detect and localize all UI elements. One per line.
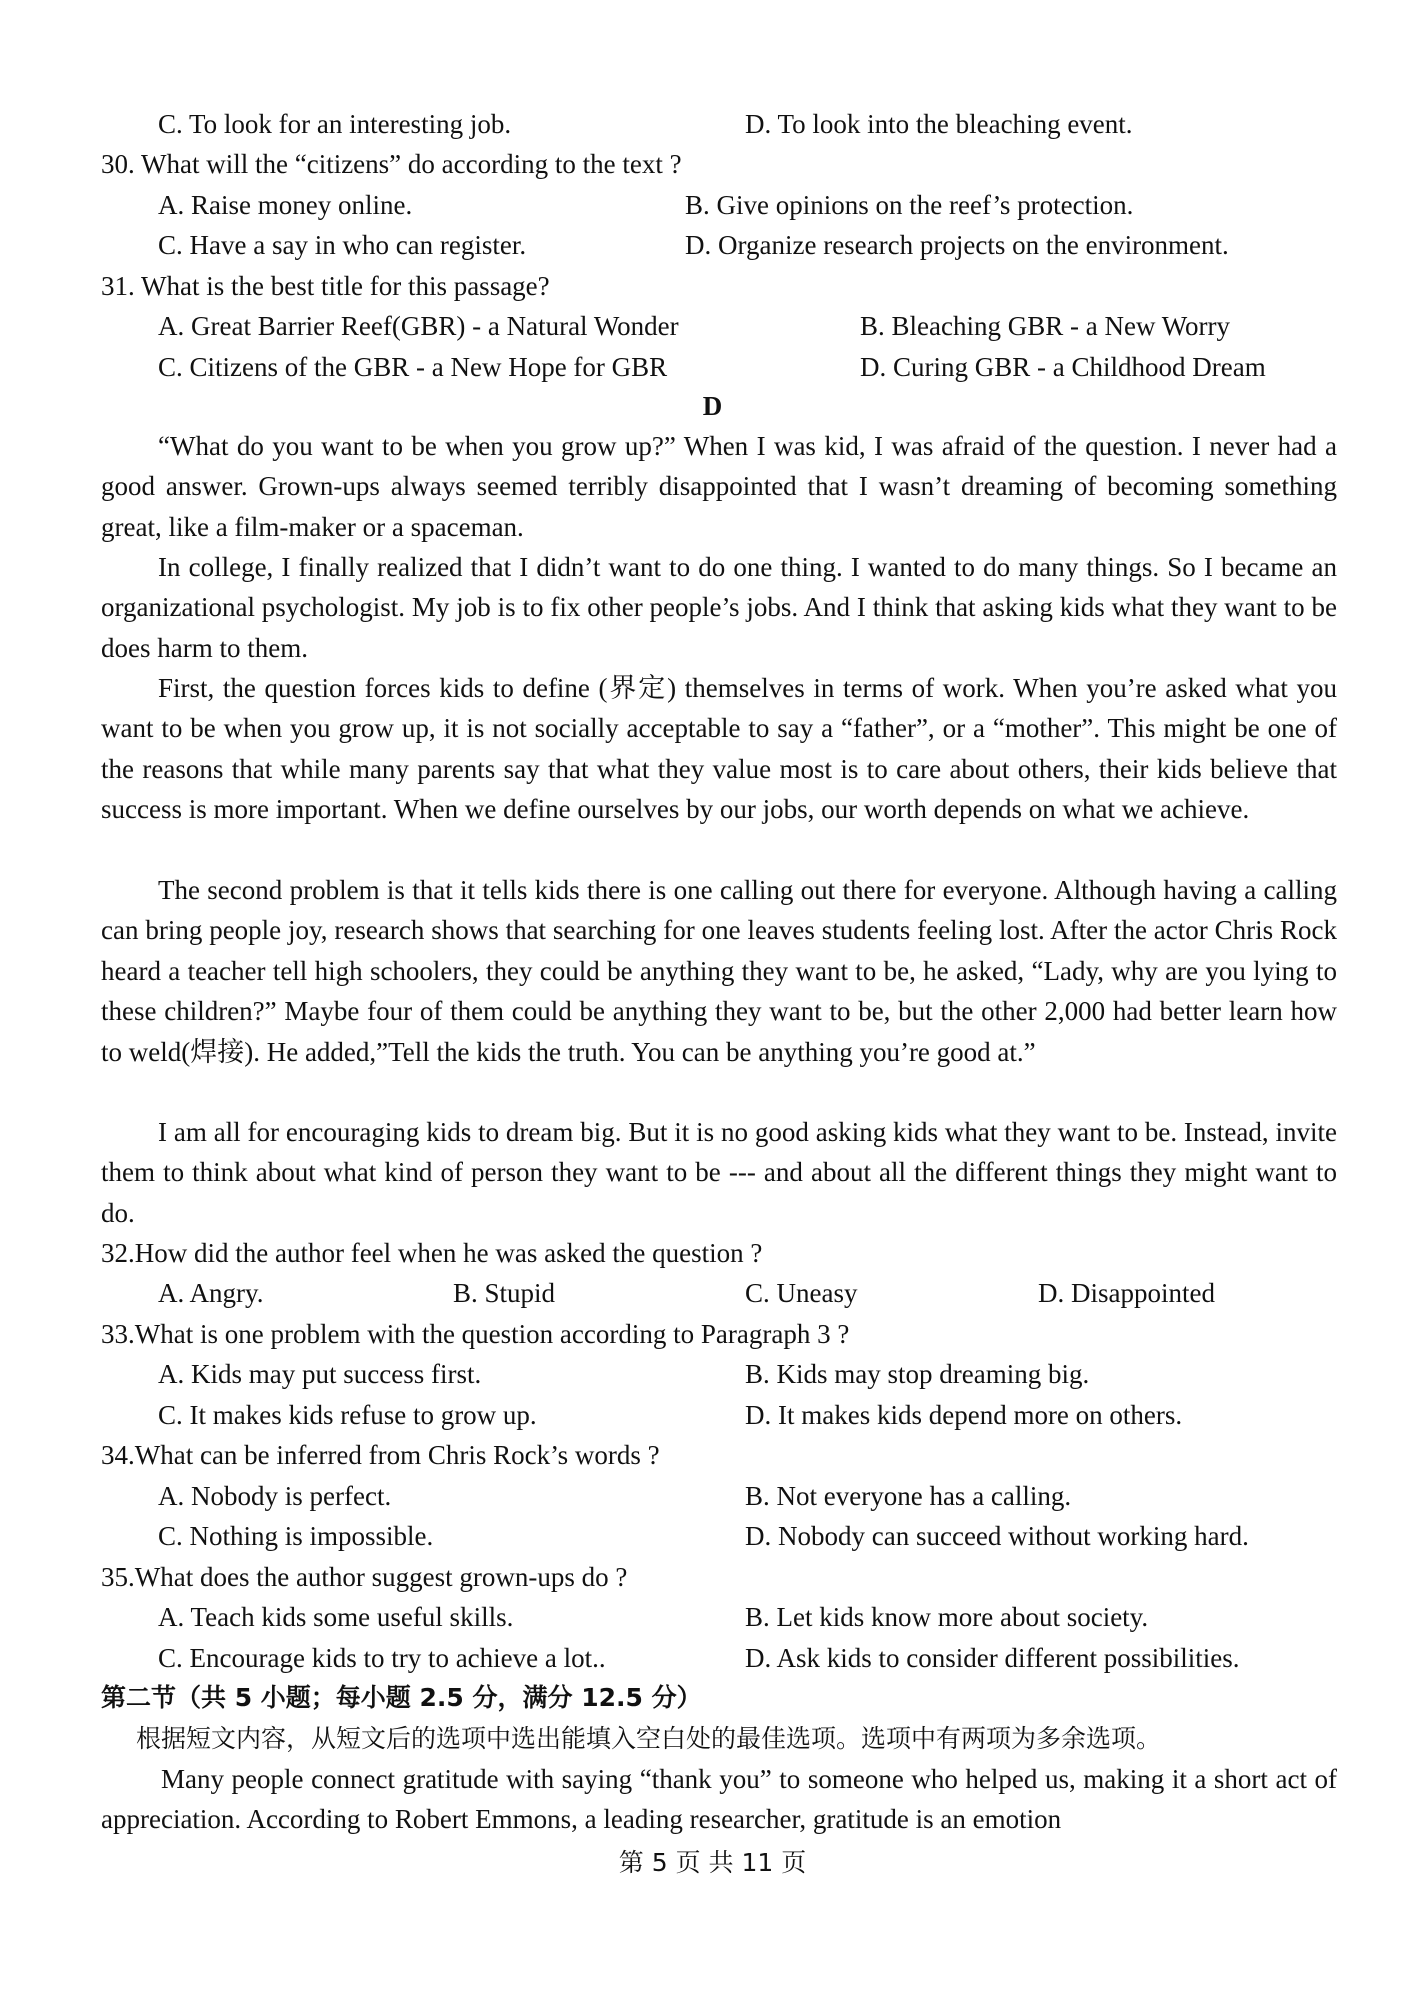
q33-stem: 33.What is one problem with the question according to Paragraph 3 ? — [101, 1319, 850, 1349]
q31-option-b: B. Bleaching GBR - a New Worry — [860, 311, 1231, 341]
q30-option-a: A. Raise money online. — [158, 190, 413, 220]
q34-option-a: A. Nobody is perfect. — [158, 1481, 392, 1511]
q31-stem: 31. What is the best title for this passage? — [101, 271, 550, 301]
q31-option-c: C. Citizens of the GBR - a New Hope for GBR — [158, 352, 668, 382]
passage-paragraph-3: First, the question forces kids to define (界定) themselves in terms of work. When you’re asked what you want to be when you grow up, it is not socially acceptable to say a “father”, or a “mother”. This might be one of the reasons that while many parents say that what they value most is to care about others, their kids believe that success is more important. When we define ourselves by our jobs, our worth depends on what we achieve. — [101, 673, 1337, 825]
q32-option-d: D. Disappointed — [1038, 1278, 1215, 1308]
q34-option-b: B. Not everyone has a calling. — [745, 1481, 1072, 1511]
q34-option-c: C. Nothing is impossible. — [158, 1521, 434, 1551]
q35-stem: 35.What does the author suggest grown-ups do ? — [101, 1562, 628, 1592]
q29-option-d: D. To look into the bleaching event. — [745, 109, 1133, 139]
passage-paragraph-5: I am all for encouraging kids to dream big. But it is no good asking kids what they want to be. Instead, invite them to think about what kind of person they want to be --- and about all the different things they might want to do. — [101, 1117, 1337, 1228]
q33-option-b: B. Kids may stop dreaming big. — [745, 1359, 1090, 1389]
q33-option-d: D. It makes kids depend more on others. — [745, 1400, 1183, 1430]
q30-option-c: C. Have a say in who can register. — [158, 230, 527, 260]
q32-option-c: C. Uneasy — [745, 1278, 858, 1308]
passage-paragraph-2: In college, I finally realized that I didn’t want to do one thing. I wanted to do many things. So I became an organizational psychologist. My job is to fix other people’s jobs. And I think that asking kids what they want to be does harm to them. — [101, 552, 1337, 663]
q35-option-a: A. Teach kids some useful skills. — [158, 1602, 514, 1632]
q32-option-a: A. Angry. — [158, 1278, 264, 1308]
q35-option-d: D. Ask kids to consider different possibilities. — [745, 1643, 1240, 1673]
q29-option-c: C. To look for an interesting job. — [158, 109, 512, 139]
passage-paragraph-4: The second problem is that it tells kids there is one calling out there for everyone. Although having a calling can bring people joy, research shows that searching for one leaves students feeling lost. After the actor Chris Rock heard a teacher tell high schoolers, they could be anything they want to be, he asked, “Lady, why are you lying to these children?” Maybe four of them could be anything they want to be, but the other 2,000 had better learn how to weld(焊接). He added,”Tell the kids the truth. You can be anything you’re good at.” — [101, 875, 1337, 1067]
section-2-instruction: 根据短文内容，从短文后的选项中选出能填入空白处的最佳选项。选项中有两项为多余选项。 — [136, 1724, 1162, 1753]
q32-stem: 32.How did the author feel when he was asked the question ? — [101, 1238, 763, 1268]
q33-option-c: C. It makes kids refuse to grow up. — [158, 1400, 537, 1430]
q31-option-d: D. Curing GBR - a Childhood Dream — [860, 352, 1266, 382]
q30-option-b: B. Give opinions on the reef’s protection. — [685, 190, 1134, 220]
q31-option-a: A. Great Barrier Reef(GBR) - a Natural Wonder — [158, 311, 679, 341]
section-2-passage-start: Many people connect gratitude with saying “thank you” to someone who helped us, making it a short act of appreciation. According to Robert Emmons, a leading researcher, gratitude is an emotion — [101, 1764, 1337, 1835]
section-2-heading: 第二节（共 5 小题；每小题 2.5 分，满分 12.5 分） — [101, 1683, 702, 1712]
q32-option-b: B. Stupid — [453, 1278, 556, 1308]
passage-paragraph-1: “What do you want to be when you grow up?” When I was kid, I was afraid of the question. I never had a good answer. Grown-ups always seemed terribly disappointed that I wasn’t dreaming of becoming something great, like a film-maker or a spaceman. — [101, 431, 1337, 542]
q34-stem: 34.What can be inferred from Chris Rock’s words ? — [101, 1440, 660, 1470]
q33-option-a: A. Kids may put success first. — [158, 1359, 482, 1389]
q34-option-d: D. Nobody can succeed without working hard. — [745, 1521, 1249, 1551]
q30-stem: 30. What will the “citizens” do according to the text ? — [101, 149, 682, 179]
passage-heading: D — [702, 391, 723, 421]
page-number: 第 5 页 共 11 页 — [618, 1848, 807, 1877]
q35-option-b: B. Let kids know more about society. — [745, 1602, 1149, 1632]
q35-option-c: C. Encourage kids to try to achieve a lot.. — [158, 1643, 606, 1673]
q30-option-d: D. Organize research projects on the environment. — [685, 230, 1229, 260]
